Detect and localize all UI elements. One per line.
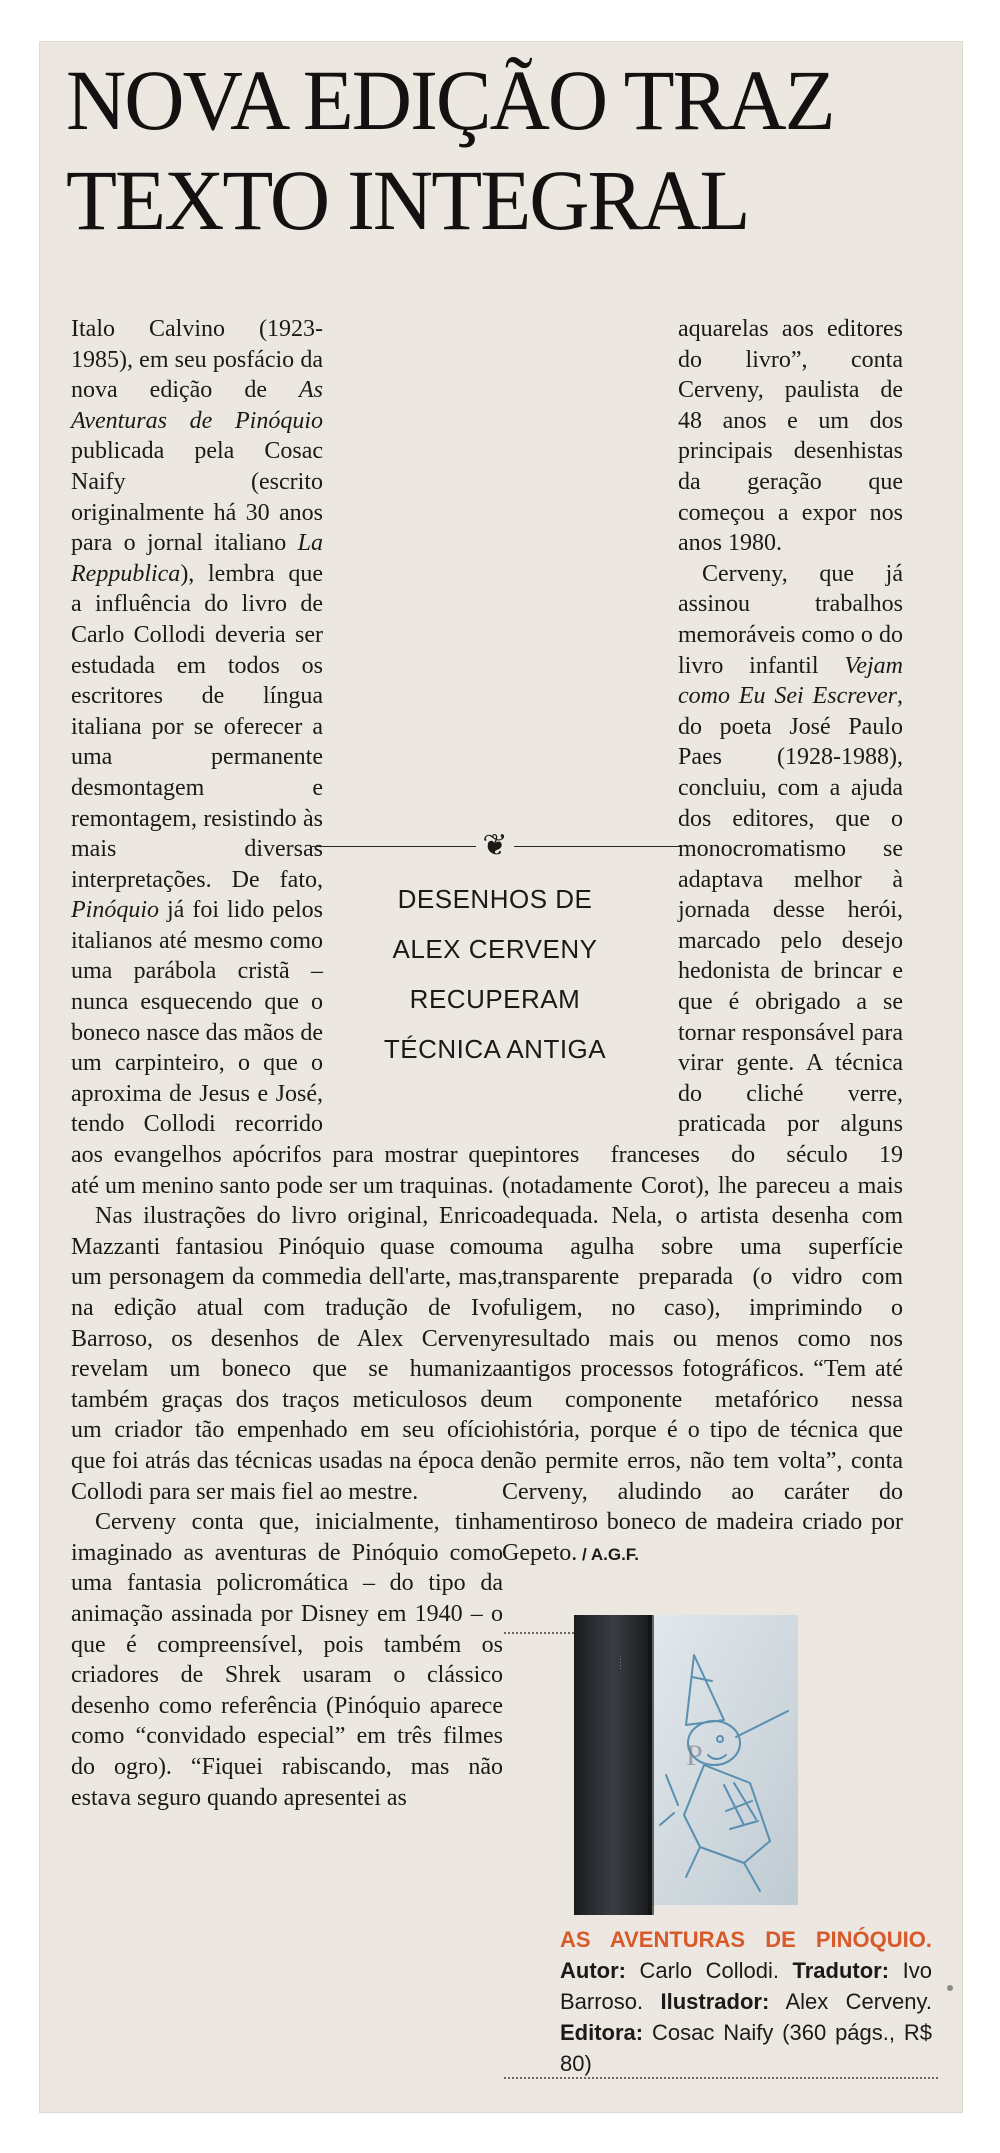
caption-illustrator: Alex Cerveny. (785, 1989, 932, 2014)
caption-book-title: AS AVENTURAS DE PINÓQUIO. (560, 1927, 932, 1952)
pinocchio-italic: Pinóquio (71, 897, 159, 924)
author-credit: / A.G.F. (577, 1544, 640, 1564)
caption-translator-label: Tradutor: (792, 1958, 890, 1983)
svg-text:·····: ····· (616, 1655, 626, 1670)
article-paragraph-3: Cerveny conta que, inicialmente, tinha imaginado as aventuras de Pinóquio como uma fantasia policromática – do tipo da animação assinada por Disney em 1940 – o que é compreensível, pois também os criadores de Shrek usaram o clássico desenho como referência (Pinóquio aparece como “convidado especial” em três filmes do ogro). “Fiquei rabiscando, mas não estava seguro quando apresentei as (71, 1509, 503, 1811)
headline-line-2: TEXTO INTEGRAL (66, 152, 749, 248)
article-paragraph-1: Italo Calvino (1923-1985), em seu posfácio da nova edição de As Aventuras de Pinóquio publicada pela Cosac Naify (escrito originalmente há 30 anos para o jornal italiano La Reppublica), lembra que a influência do livro de Carlo Collodi deveria ser estudada em todos os escritores de língua italiana por se oferecer a uma permanente desmontagem e remontagem, resistindo às mais diversas interpretações. De fato, Pinóquio já foi lido pelos italianos até mesmo como uma parábola cristã – nunca esquecendo que o boneco nasce das mãos de um carpinteiro, o que o aproxima de Jesus e José, tendo Collodi recorrido aos evangelhos apócrifos para mostrar que até um menino santo pode ser um traquinas. (71, 316, 503, 1199)
article-paragraph-2: Nas ilustrações do livro original, Enrico Mazzanti fantasiou Pinóquio quase como um personagem da commedia dell'arte, mas, na edição atual com tradução de Ivo Barroso, os desenhos de Alex Cerveny revelam um boneco que se humaniza também graças dos traços meticulosos de um criador tão empenhado em seu ofício que foi atrás das técnicas usadas na época de Collodi para ser mais fiel ao mestre. (71, 1203, 503, 1505)
svg-text:P: P (686, 1739, 703, 1772)
book-title-italic-2: Vejam como Eu Sei Escrever (678, 652, 903, 710)
fleuron-icon: ❦ (476, 832, 513, 860)
book-cover-image (574, 1615, 798, 1915)
caption-author: Carlo Collodi. (639, 1958, 779, 1983)
box-divider-top (504, 1632, 574, 1634)
book-title-italic: As Aventuras de Pinóquio (71, 377, 323, 434)
headline-line-1: NOVA EDIÇÃO TRAZ (66, 52, 834, 148)
newspaper-name-italic: La Reppublica (71, 530, 323, 587)
headline (66, 50, 920, 250)
caption-translator: Ivo Barroso. (560, 1958, 932, 2014)
scan-speck (947, 1985, 953, 1991)
pull-quote-text: DESENHOS DE ALEX CERVENY RECUPERAM TÉCNICA ANTIGA (383, 884, 607, 1064)
pull-quote-rule (310, 829, 680, 862)
caption-publisher-label: Editora: (560, 2020, 644, 2045)
caption-publisher: Cosac Naify (360 págs., R$ 80) (560, 2020, 932, 2076)
caption-illustrator-label: Ilustrador: (660, 1989, 770, 2014)
book-info-caption (560, 1924, 932, 2079)
article-paragraph-5: Cerveny, que já assinou trabalhos memoráveis como o do livro infantil Vejam como Eu Sei Escrever, do poeta José Paulo Paes (1928-1988), concluiu, com a ajuda dos editores, que o monocromatismo se adaptava melhor à jornada desse herói, marcado pelo desejo hedonista de brincar e que é obrigado a se tornar responsável para virar gente. A técnica do cliché verre, praticada por alguns pintores franceses do século 19 (notadamente Corot), lhe pareceu a mais adequada. Nela, o artista desenha com uma agulha sobre uma superfície transparente preparada (o vidro com fuligem, no caso), imprimindo o resultado mais ou menos como nos antigos processos fotográficos. “Tem até um componente metafórico nessa história, porque é o tipo de técnica que não permite erros, não tem volta”, conta Cerveny, aludindo ao caráter do mentiroso boneco de madeira criado por Gepeto. / A.G.F. (502, 560, 903, 1566)
pull-quote (310, 829, 680, 1074)
article-paragraph-4: aquarelas aos editores do livro”, conta Cerveny, paulista de 48 anos e um dos principais desenhistas da geração que começou a expor nos anos 1980. (678, 316, 903, 557)
book-cover-illustration (574, 1615, 798, 1915)
newspaper-clipping (40, 42, 962, 2112)
caption-author-label: Autor: (560, 1958, 626, 1983)
